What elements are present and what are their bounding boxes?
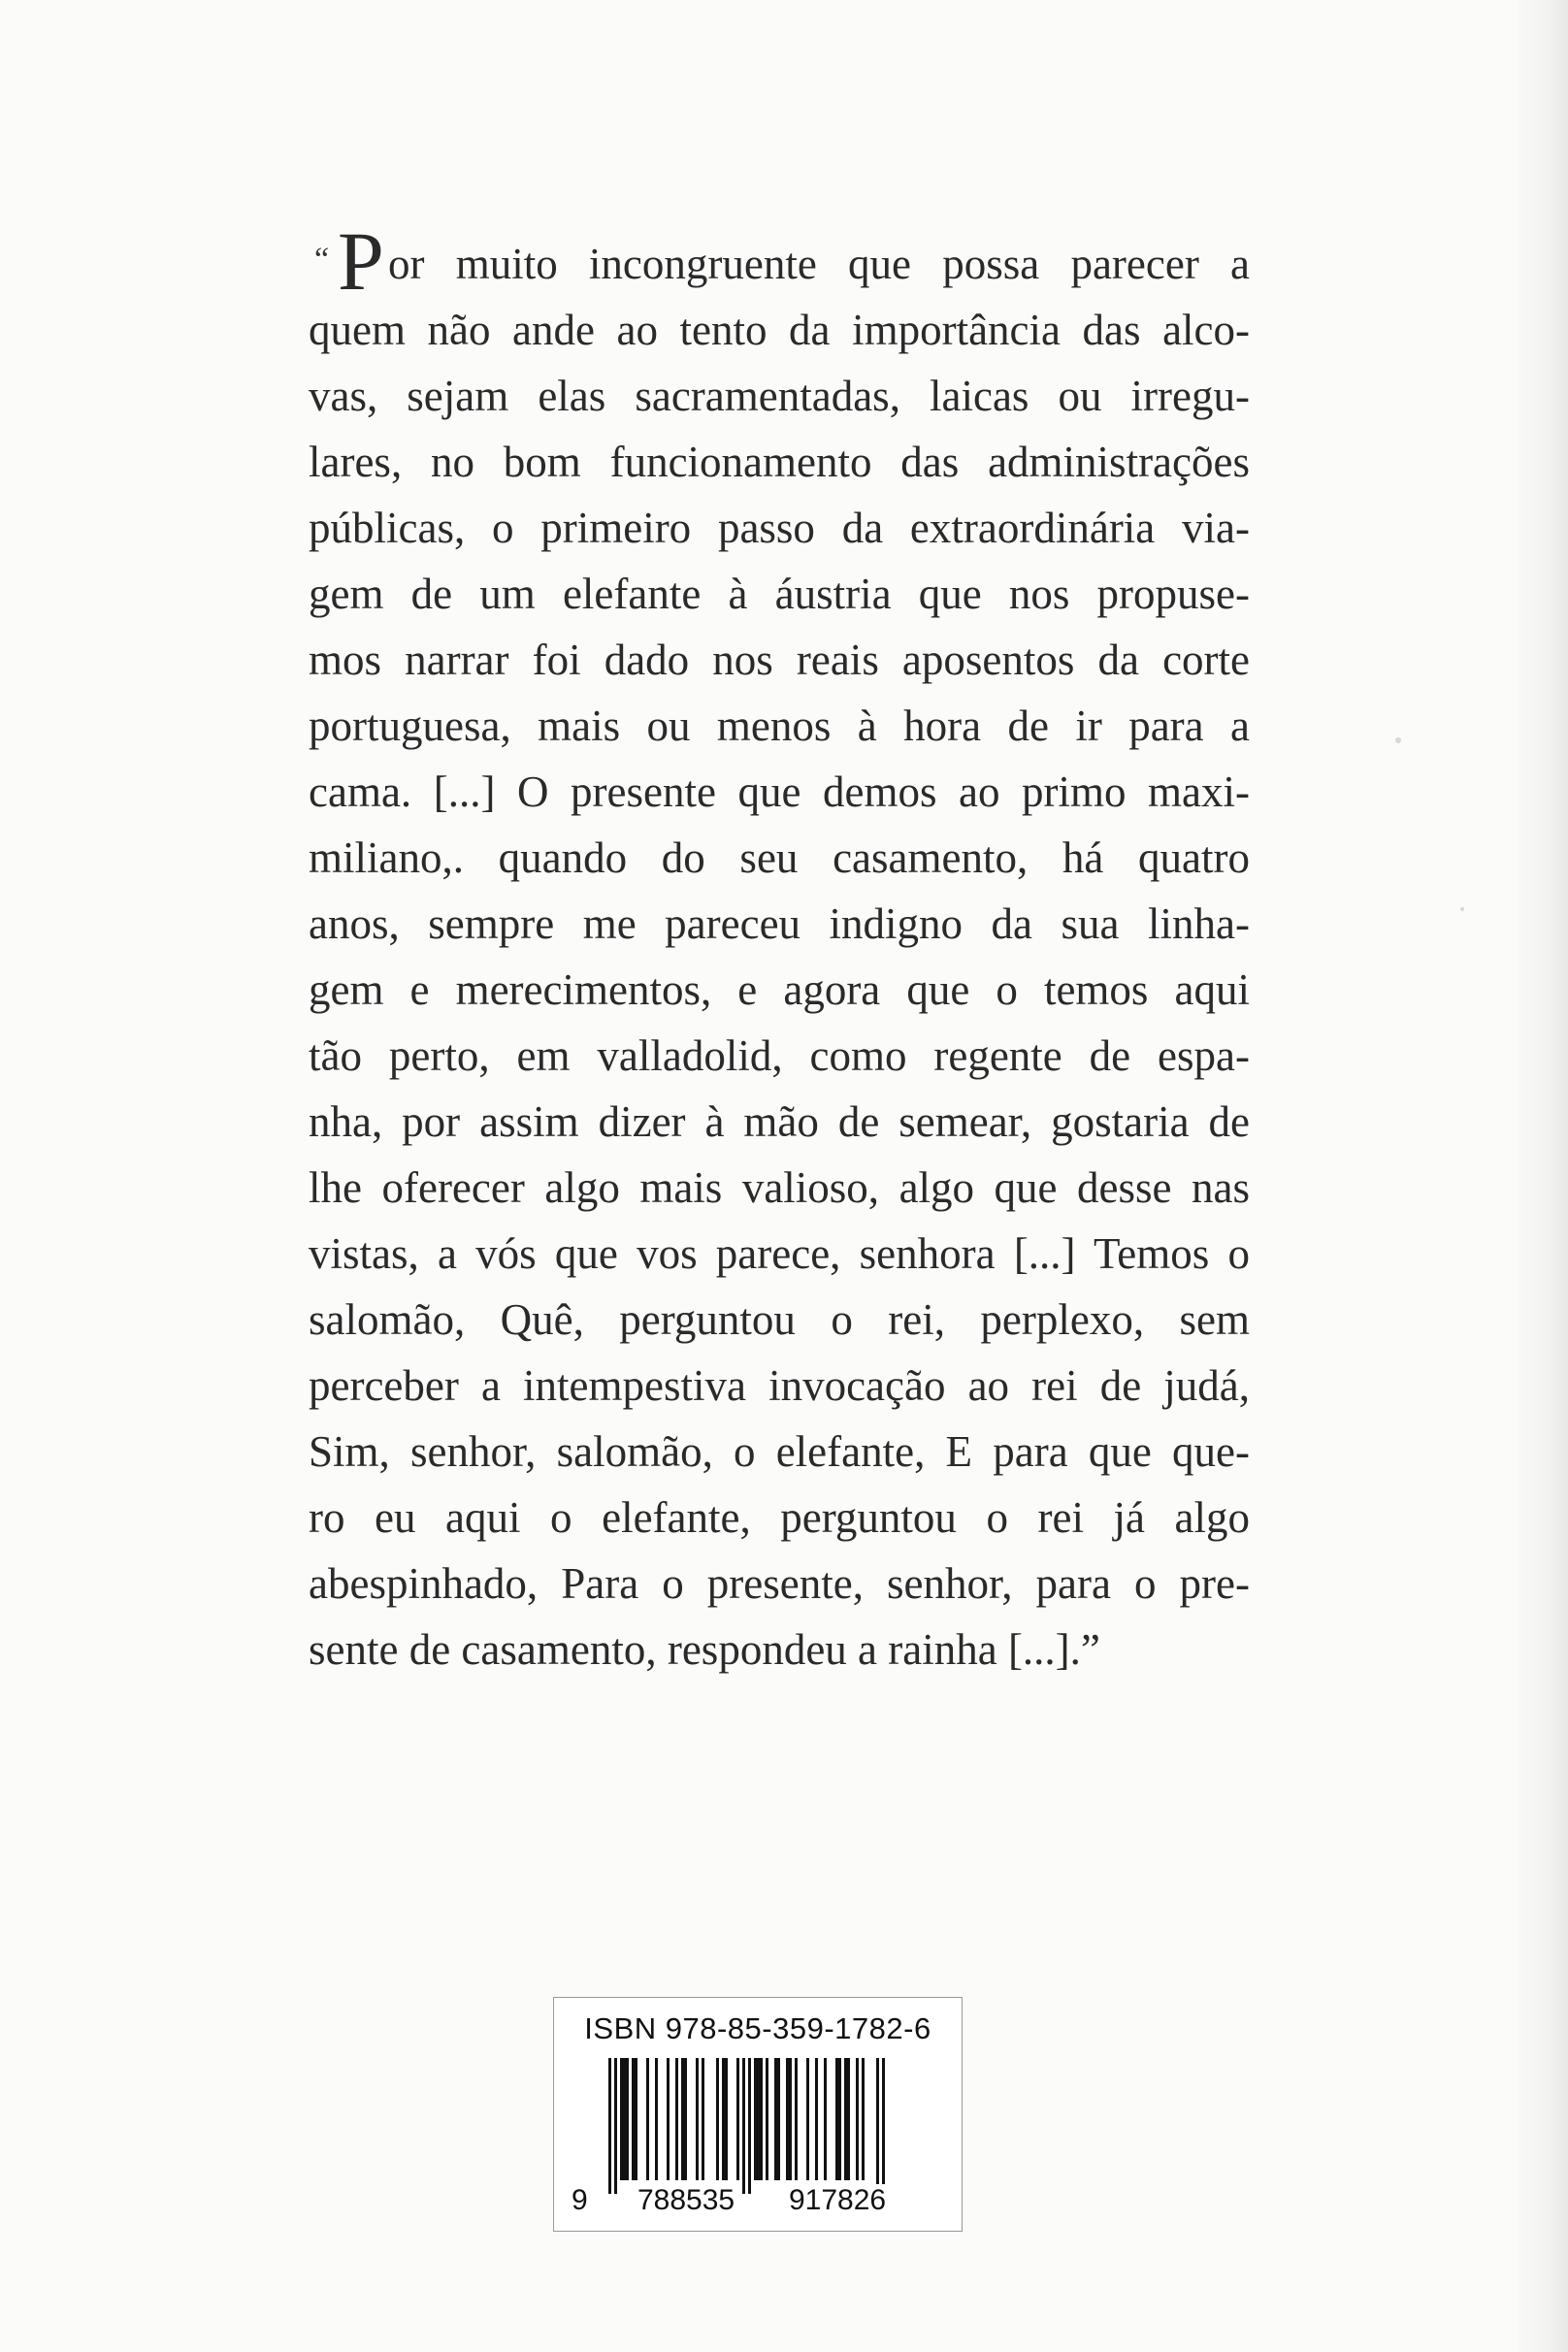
barcode-bar — [646, 2058, 649, 2180]
quote-line: vas, sejam elas sacramentadas, laicas ou irregu- — [309, 372, 1250, 420]
barcode-bar — [795, 2058, 798, 2180]
barcode-bar — [614, 2058, 617, 2194]
isbn-number: ISBN 978-85-359-1782-6 — [584, 2011, 931, 2045]
page-edge-shadow — [1510, 0, 1568, 2352]
quote-line: Sim, senhor, salomão, o elefante, E para que que- — [309, 1427, 1250, 1476]
barcode-bar — [655, 2058, 658, 2180]
barcode-bar — [844, 2058, 847, 2180]
barcode-bar — [632, 2058, 635, 2180]
quote-line: vistas, a vós que vos parece, senhora [...] Temos o — [309, 1229, 1250, 1278]
barcode-bar — [786, 2058, 789, 2180]
quote-line: quem não ande ao tento da importância das alco- — [309, 306, 1250, 354]
quote-line: gem e merecimentos, e agora que o temos aqui — [309, 965, 1250, 1014]
paper-speck — [1460, 907, 1464, 911]
barcode-bar — [766, 2058, 768, 2180]
quote-line: miliano,. quando do seu casamento, há quatro — [309, 833, 1250, 882]
barcode-bar — [757, 2058, 760, 2180]
barcode-bar — [696, 2058, 699, 2180]
isbn-barcode-label — [553, 1997, 963, 2232]
drop-cap: P — [338, 214, 384, 308]
quote-line: abespinhado, Para o presente, senhor, para o pre- — [309, 1559, 1250, 1608]
barcode-bar — [815, 2058, 818, 2180]
barcode-bar — [742, 2058, 745, 2194]
barcode-bar — [838, 2058, 841, 2180]
barcode-digit-first: 9 — [572, 2184, 588, 2216]
quote-line-1 — [309, 214, 1250, 308]
quote-line: anos, sempre me pareceu indigno da sua linha- — [309, 899, 1250, 948]
paper-speck — [1395, 737, 1401, 743]
quote-line-1-text: or muito incongruente que possa parecer a — [388, 240, 1250, 288]
quote-line: mos narrar foi dado nos reais aposentos da corte — [309, 636, 1250, 684]
barcode-bar — [748, 2058, 751, 2194]
quote-line: salomão, Quê, perguntou o rei, perplexo, sem — [309, 1295, 1250, 1344]
barcode-bar — [754, 2058, 757, 2180]
barcode-bar — [856, 2058, 859, 2180]
quote-line: nha, por assim dizer à mão de semear, gostaria de — [309, 1097, 1250, 1146]
barcode-bar — [702, 2058, 704, 2180]
barcode-bar — [681, 2058, 684, 2180]
quote-line: gem de um elefante à áustria que nos propuse- — [309, 570, 1250, 618]
barcode-bar — [736, 2058, 739, 2180]
barcode-bar — [847, 2058, 850, 2180]
barcode-bar — [862, 2058, 865, 2180]
barcode-bar — [774, 2058, 777, 2180]
back-cover-quote — [309, 214, 1250, 1725]
quote-line: cama. [...] O presente que demos ao primo maxi- — [309, 768, 1250, 816]
barcode-bar — [725, 2058, 728, 2180]
barcode-bar — [777, 2058, 780, 2180]
barcode-bar — [882, 2058, 885, 2194]
barcode-bar — [626, 2058, 629, 2180]
barcode-bar — [675, 2058, 678, 2180]
barcode-bar — [876, 2058, 879, 2194]
quote-line: perceber a intempestiva invocação ao rei de judá, — [309, 1361, 1250, 1410]
quote-line: ro eu aqui o elefante, perguntou o rei já algo — [309, 1493, 1250, 1542]
barcode-bar — [608, 2058, 611, 2194]
barcode-bar — [716, 2058, 719, 2180]
barcode-bar — [623, 2058, 626, 2180]
quote-line: lhe oferecer algo mais valioso, algo que desse nas — [309, 1163, 1250, 1212]
barcode-bar — [635, 2058, 637, 2180]
quote-line: públicas, o primeiro passo da extraordinária via- — [309, 504, 1250, 552]
barcode-bar — [620, 2058, 623, 2180]
barcode-bar — [806, 2058, 809, 2180]
barcode-bar — [824, 2058, 827, 2180]
barcode-bar — [667, 2058, 670, 2180]
barcode-bar — [835, 2058, 838, 2180]
barcode-bar — [722, 2058, 725, 2180]
quote-line: lares, no bom funcionamento das administrações — [309, 438, 1250, 486]
opening-quote-mark: “ — [314, 242, 330, 278]
barcode-graphic — [573, 2058, 942, 2194]
quote-line-last: sente de casamento, respondeu a rainha [...].” — [309, 1625, 1100, 1674]
barcode-digits-left: 788535 — [634, 2184, 738, 2217]
barcode-bar — [789, 2058, 792, 2180]
quote-line: tão perto, em valladolid, como regente de espa- — [309, 1031, 1250, 1080]
barcode-bar — [760, 2058, 763, 2180]
quote-line: portuguesa, mais ou menos à hora de ir para a — [309, 702, 1250, 750]
barcode-bar — [684, 2058, 687, 2180]
barcode-digits-right: 917826 — [785, 2184, 890, 2217]
